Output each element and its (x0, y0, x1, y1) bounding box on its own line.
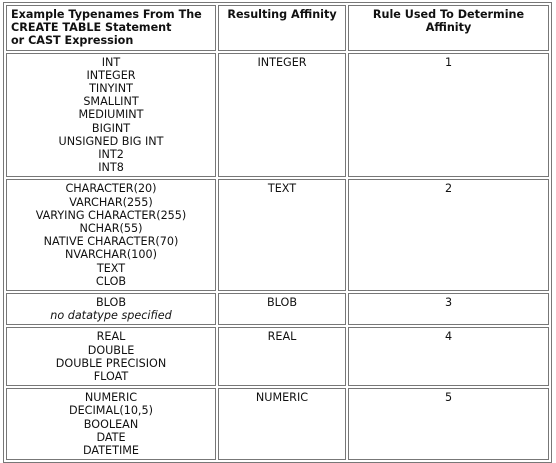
typename: INTEGER (86, 68, 136, 82)
typename: CLOB (95, 274, 127, 288)
typenames-cell (6, 293, 216, 325)
affinity-cell: NUMERIC (218, 388, 346, 460)
typename: BIGINT (91, 121, 131, 135)
typename-note: no datatype specified (50, 309, 172, 323)
typename: BOOLEAN (83, 417, 139, 431)
typename: FLOAT (93, 370, 129, 384)
header-example-typenames (6, 5, 216, 51)
typename: INT8 (98, 161, 124, 175)
header-row (6, 5, 549, 51)
typename: INT (101, 55, 121, 69)
typename: DATETIME (83, 444, 139, 458)
typename: INT2 (98, 148, 124, 162)
rule-cell: 4 (348, 327, 549, 386)
typename: NCHAR(55) (79, 222, 143, 236)
affinity-cell: REAL (218, 327, 346, 386)
typename: VARYING CHARACTER(255) (35, 208, 187, 222)
typename: DATE (96, 430, 126, 444)
typenames-cell (6, 53, 216, 178)
table-row (6, 327, 549, 386)
typename: TEXT (96, 261, 126, 275)
typename: TINYINT (89, 82, 133, 96)
typename: CHARACTER(20) (65, 182, 157, 196)
rule-cell: 3 (348, 293, 549, 325)
typename: SMALLINT (83, 95, 139, 109)
header-line: or CAST Expression (11, 34, 134, 48)
rule-cell: 1 (348, 53, 549, 178)
typename: NVARCHAR(100) (65, 248, 157, 262)
table-row (6, 293, 549, 325)
typename: BLOB (96, 296, 126, 310)
typenames-cell (6, 388, 216, 460)
typename: DECIMAL(10,5) (69, 404, 153, 418)
affinity-table (3, 2, 552, 463)
affinity-cell: BLOB (218, 293, 346, 325)
typename: VARCHAR(255) (69, 195, 153, 209)
typename: MEDIUMINT (78, 108, 144, 122)
typename: DOUBLE (87, 343, 135, 357)
affinity-cell: INTEGER (218, 53, 346, 178)
header-resulting-affinity: Resulting Affinity (218, 5, 346, 51)
typenames-cell (6, 327, 216, 386)
typename: NATIVE CHARACTER(70) (43, 235, 179, 249)
typename: DOUBLE PRECISION (55, 356, 167, 370)
typename: UNSIGNED BIG INT (58, 134, 164, 148)
header-line: Example Typenames From The (11, 8, 202, 21)
typename: NUMERIC (84, 391, 138, 405)
table-row (6, 179, 549, 291)
table-row (6, 53, 549, 178)
header-line: CREATE TABLE Statement (11, 21, 172, 35)
rule-cell: 5 (348, 388, 549, 460)
rule-cell: 2 (348, 179, 549, 291)
affinity-cell: TEXT (218, 179, 346, 291)
typenames-cell (6, 179, 216, 291)
header-rule: Rule Used To Determine Affinity (348, 5, 549, 51)
typename: REAL (96, 330, 126, 344)
table-row (6, 388, 549, 460)
